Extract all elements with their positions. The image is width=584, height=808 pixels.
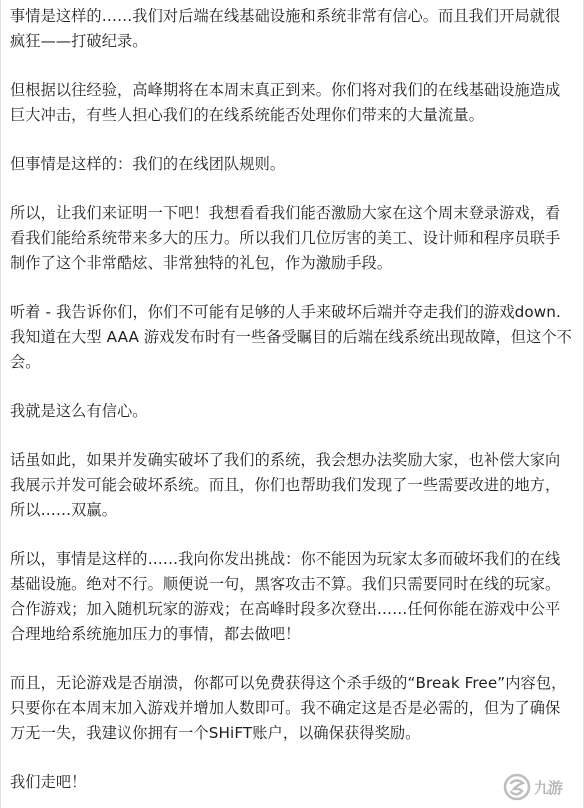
jiuyou-logo-icon <box>502 772 532 802</box>
paragraph-10: 我们走吧！ <box>10 773 87 791</box>
paragraph-9: 而且，无论游戏是否崩溃，你都可以免费获得这个杀手级的“Break Free”内容包，只要你在本周末加入游戏并增加人数即可。我不确定这是否是必需的，但为了确保万无一失，我建议你拥有一个SHiFT账户，以确保获得奖励。 <box>10 674 567 742</box>
paragraph-7: 话虽如此，如果并发确实破坏了我们的系统，我会想办法奖励大家，也补偿大家向我展示并发可能会破坏系统。而且，你们也帮助我们发现了一些需要改进的地方，所以……双赢。 <box>10 451 561 519</box>
paragraph-2: 但根据以往经验，高峰期将在本周末真正到来。你们将对我们的在线基础设施造成巨大冲击，有些人担心我们的在线系统能否处理你们带来的大量流量。 <box>10 81 561 124</box>
paragraph-5: 听着 - 我告诉你们，你们不可能有足够的人手来破坏后端并夺走我们的游戏down.我知道在大型 AAA 游戏发布时有一些备受瞩目的后端在线系统出现故障，但这个不会。 <box>10 303 572 371</box>
paragraph-6: 我就是这么有信心。 <box>10 402 148 420</box>
paragraph-3: 但事情是这样的：我们的在线团队规则。 <box>10 155 286 173</box>
paragraph-1: 事情是这样的……我们对后端在线基础设施和系统非常有信心。而且我们开局就很疯狂——打破纪录。 <box>10 7 561 50</box>
paragraph-8: 所以，事情是这样的……我向你发出挑战：你不能因为玩家太多而破坏我们的在线基础设施。绝对不行。顺便说一句，黑客攻击不算。我们只需要同时在线的玩家。合作游戏；加入随机玩家的游戏；在高峰时段多次登出……任何你能在游戏中公平合理地给系统施加压力的事情，都去做吧！ <box>10 550 561 643</box>
watermark-text: 九游 <box>534 778 563 797</box>
site-watermark <box>502 770 578 804</box>
paragraph-4: 所以，让我们来证明一下吧！我想看看我们能否激励大家在这个周末登录游戏，看看我们能给系统带来多大的压力。所以我们几位厉害的美工、设计师和程序员联手制作了这个非常酷炫、非常独特的礼包，作为激励手段。 <box>10 204 561 272</box>
